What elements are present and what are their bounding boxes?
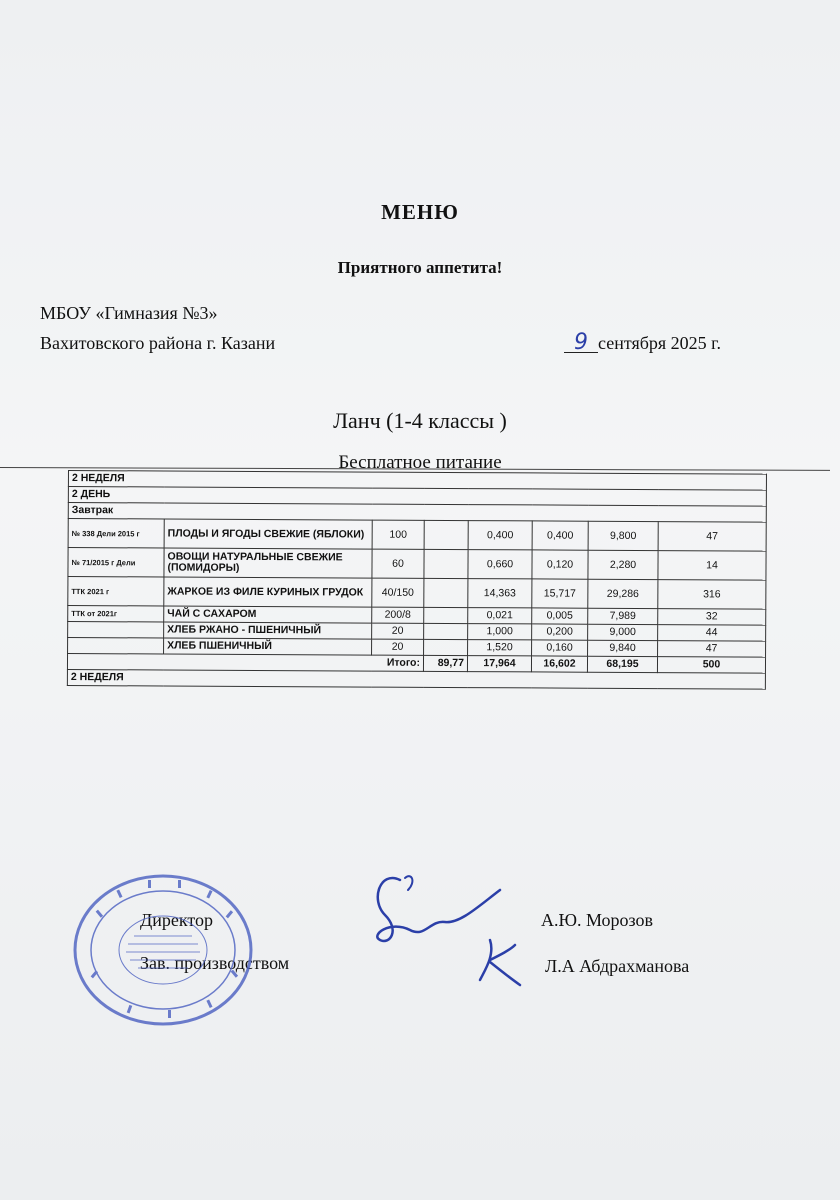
cell-price <box>424 607 468 623</box>
cell-code <box>68 638 164 655</box>
cell-protein: 0,660 <box>468 550 532 579</box>
cell-portion: 60 <box>372 549 424 578</box>
menu-title: МЕНЮ <box>381 200 459 224</box>
cell-carb: 9,800 <box>588 521 658 550</box>
week-label: 2 НЕДЕЛЯ <box>68 471 766 491</box>
cell-fat: 0,160 <box>532 640 588 656</box>
cell-kcal: 44 <box>658 625 766 642</box>
cell-price <box>424 623 468 639</box>
cell-protein: 0,021 <box>468 608 532 624</box>
cell-portion: 200/8 <box>372 607 424 623</box>
table-row <box>68 548 766 581</box>
production-manager-signature-icon <box>470 930 530 990</box>
total-price: 89,77 <box>423 655 467 671</box>
menu-subtitle: Приятного аппетита! <box>337 258 503 277</box>
director-name: А.Ю. Морозов <box>541 910 654 930</box>
date-month-year: сентября 2025 г. <box>598 333 722 353</box>
cell-portion: 100 <box>372 520 424 549</box>
cell-kcal: 47 <box>658 522 766 552</box>
cell-name: ПЛОДЫ И ЯГОДЫ СВЕЖИЕ (ЯБЛОКИ) <box>164 519 372 549</box>
cell-name: ХЛЕБ РЖАНО - ПШЕНИЧНЫЙ <box>164 622 372 639</box>
table-row <box>68 519 766 552</box>
official-stamp-icon <box>68 870 258 1030</box>
total-fat: 16,602 <box>531 656 587 672</box>
menu-table <box>67 470 767 690</box>
cell-name: ЖАРКОЕ ИЗ ФИЛЕ КУРИНЫХ ГРУДОК <box>164 577 372 607</box>
school-district: Вахитовского района г. Казани <box>40 333 276 353</box>
cell-code: ТТК от 2021г <box>68 606 164 623</box>
cell-code: ТТК 2021 г <box>68 577 164 607</box>
table-row <box>68 577 766 610</box>
cell-name: ЧАЙ С САХАРОМ <box>164 606 372 623</box>
day-label: 2 ДЕНЬ <box>68 487 766 507</box>
meal-type: Ланч (1-4 классы ) <box>333 408 507 433</box>
cell-kcal: 32 <box>658 609 766 626</box>
cell-fat: 0,200 <box>532 624 588 640</box>
cell-carb: 9,000 <box>588 624 658 640</box>
total-kcal: 500 <box>657 657 765 674</box>
menu-date <box>564 330 722 355</box>
cell-protein: 1,000 <box>468 624 532 640</box>
cell-fat: 0,400 <box>532 521 588 550</box>
menu-rows <box>68 519 767 658</box>
cell-portion: 20 <box>372 639 424 655</box>
cell-protein: 0,400 <box>468 521 532 550</box>
footer-week-row <box>67 669 765 689</box>
cell-name: ХЛЕБ ПШЕНИЧНЫЙ <box>164 638 372 655</box>
diet-type: Бесплатное питание <box>338 452 502 473</box>
school-name: МБОУ «Гимназия №3» <box>40 303 218 323</box>
cell-kcal: 14 <box>658 551 766 581</box>
cell-carb: 9,840 <box>588 640 658 656</box>
cell-price <box>424 639 468 655</box>
total-carb: 68,195 <box>587 656 657 672</box>
cell-kcal: 47 <box>658 641 766 658</box>
cell-price <box>424 520 468 549</box>
cell-price <box>424 549 468 578</box>
footer-week-label: 2 НЕДЕЛЯ <box>67 669 765 689</box>
cell-fat: 0,120 <box>532 550 588 579</box>
production-manager-name: Л.А Абдрахманова <box>545 956 690 976</box>
cell-protein: 14,363 <box>468 579 532 608</box>
cell-fat: 0,005 <box>532 608 588 624</box>
cell-protein: 1,520 <box>468 640 532 656</box>
cell-portion: 20 <box>372 623 424 639</box>
cell-kcal: 316 <box>658 580 766 610</box>
cell-code: № 338 Дели 2015 г <box>68 519 164 549</box>
production-manager-title: Зав. производством <box>140 953 290 973</box>
cell-carb: 7,989 <box>588 608 658 624</box>
cell-fat: 15,717 <box>532 579 588 608</box>
director-title: Директор <box>140 910 214 930</box>
cell-price <box>424 578 468 607</box>
date-day: 9 <box>564 334 598 353</box>
section-label: Завтрак <box>68 503 766 523</box>
total-protein: 17,964 <box>467 656 531 672</box>
cell-code <box>68 622 164 639</box>
cell-portion: 40/150 <box>372 578 424 607</box>
cell-name: ОВОЩИ НАТУРАЛЬНЫЕ СВЕЖИЕ (ПОМИДОРЫ) <box>164 548 372 578</box>
total-label: Итого: <box>67 654 423 672</box>
cell-carb: 2,280 <box>588 550 658 579</box>
cell-carb: 29,286 <box>588 579 658 608</box>
cell-code: № 71/2015 г Дели <box>68 548 164 578</box>
